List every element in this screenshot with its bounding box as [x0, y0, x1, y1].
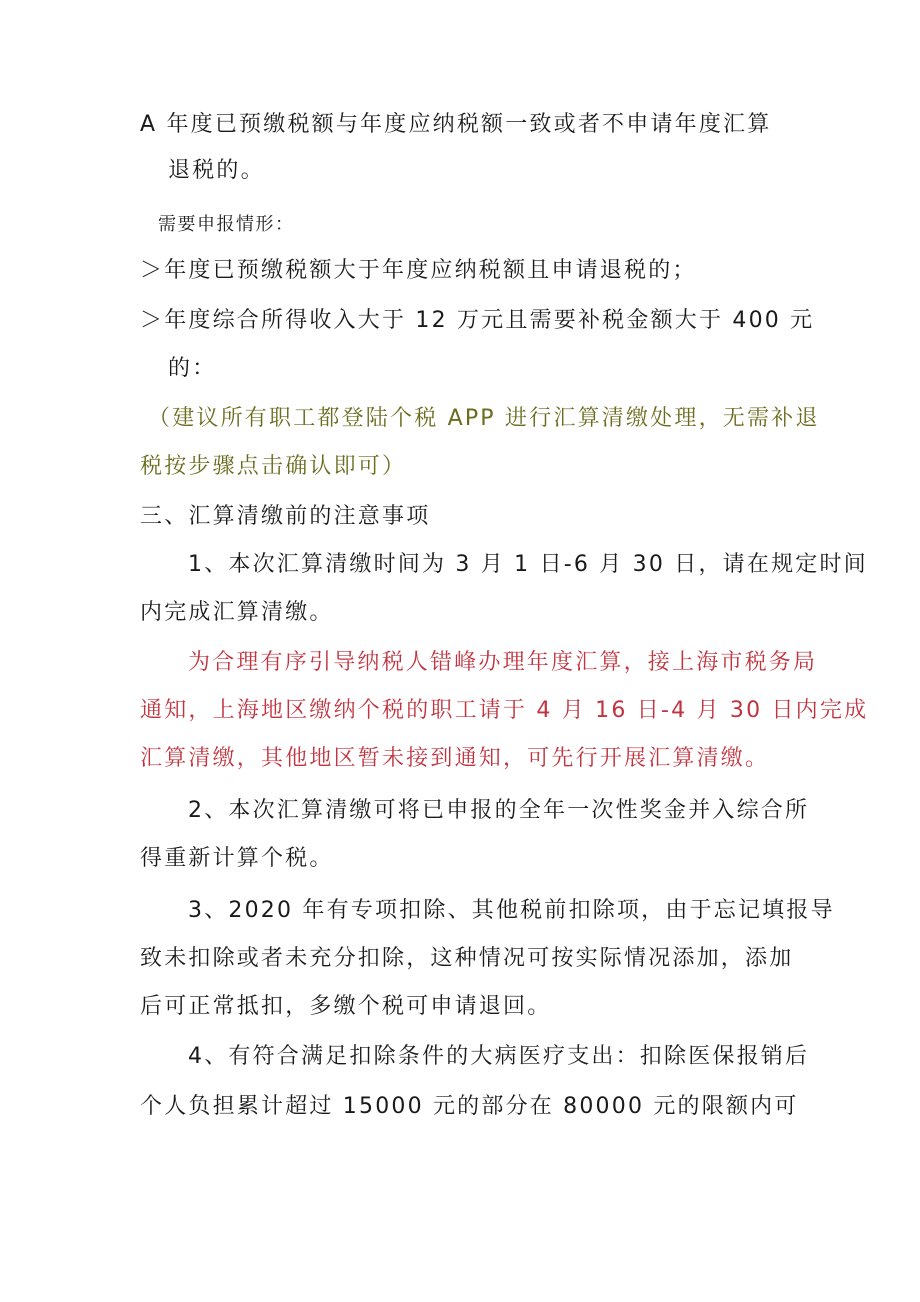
item-1-line-1: 1、本次汇算清缴时间为 3 月 1 日-6 月 30 日，请在规定时间 [188, 552, 868, 577]
item-1-line-2: 内完成汇算清缴。 [140, 600, 334, 625]
item-4-line-1: 4、有符合满足扣除条件的大病医疗支出：扣除医保报销后 [188, 1044, 810, 1069]
item-2-line-1: 2、本次汇算清缴可将已申报的全年一次性奖金并入综合所 [188, 798, 810, 823]
notice-line-2: 通知，上海地区缴纳个税的职工请于 4 月 16 日-4 月 30 日内完成 [140, 698, 869, 723]
item-4-line-2: 个人负担累计超过 15000 元的部分在 80000 元的限额内可 [140, 1094, 799, 1119]
section-heading-need-declare: 需要申报情形： [158, 214, 295, 235]
text-line-1: A 年度已预缴税额与年度应纳税额一致或者不申请年度汇算 [140, 112, 772, 137]
text-line-2: 退税的。 [168, 158, 265, 183]
item-2-line-2: 得重新计算个税。 [140, 846, 334, 871]
item-3-line-3: 后可正常抵扣，多缴个税可申请退回。 [140, 994, 552, 1019]
item-3-line-2: 致未扣除或者未充分扣除，这种情况可按实际情况添加，添加 [140, 946, 794, 971]
advice-line-2: 税按步骤点击确认即可） [140, 454, 407, 479]
item-3-line-1: 3、2020 年有专项扣除、其他税前扣除项，由于忘记填报导 [188, 898, 835, 923]
notice-line-1: 为合理有序引导纳税人错峰办理年度汇算，接上海市税务局 [188, 650, 818, 675]
bullet-line-2-cont: 的： [168, 356, 217, 381]
bullet-line-2: ＞年度综合所得收入大于 12 万元且需要补税金额大于 400 元 [140, 308, 815, 333]
advice-line-1: （建议所有职工都登陆个税 APP 进行汇算清缴处理，无需补退 [148, 406, 820, 431]
notice-line-3: 汇算清缴，其他地区暂未接到通知，可先行开展汇算清缴。 [140, 746, 770, 771]
bullet-line-1: ＞年度已预缴税额大于年度应纳税额且申请退税的； [140, 258, 697, 283]
section-title-3: 三、汇算清缴前的注意事项 [140, 504, 431, 529]
